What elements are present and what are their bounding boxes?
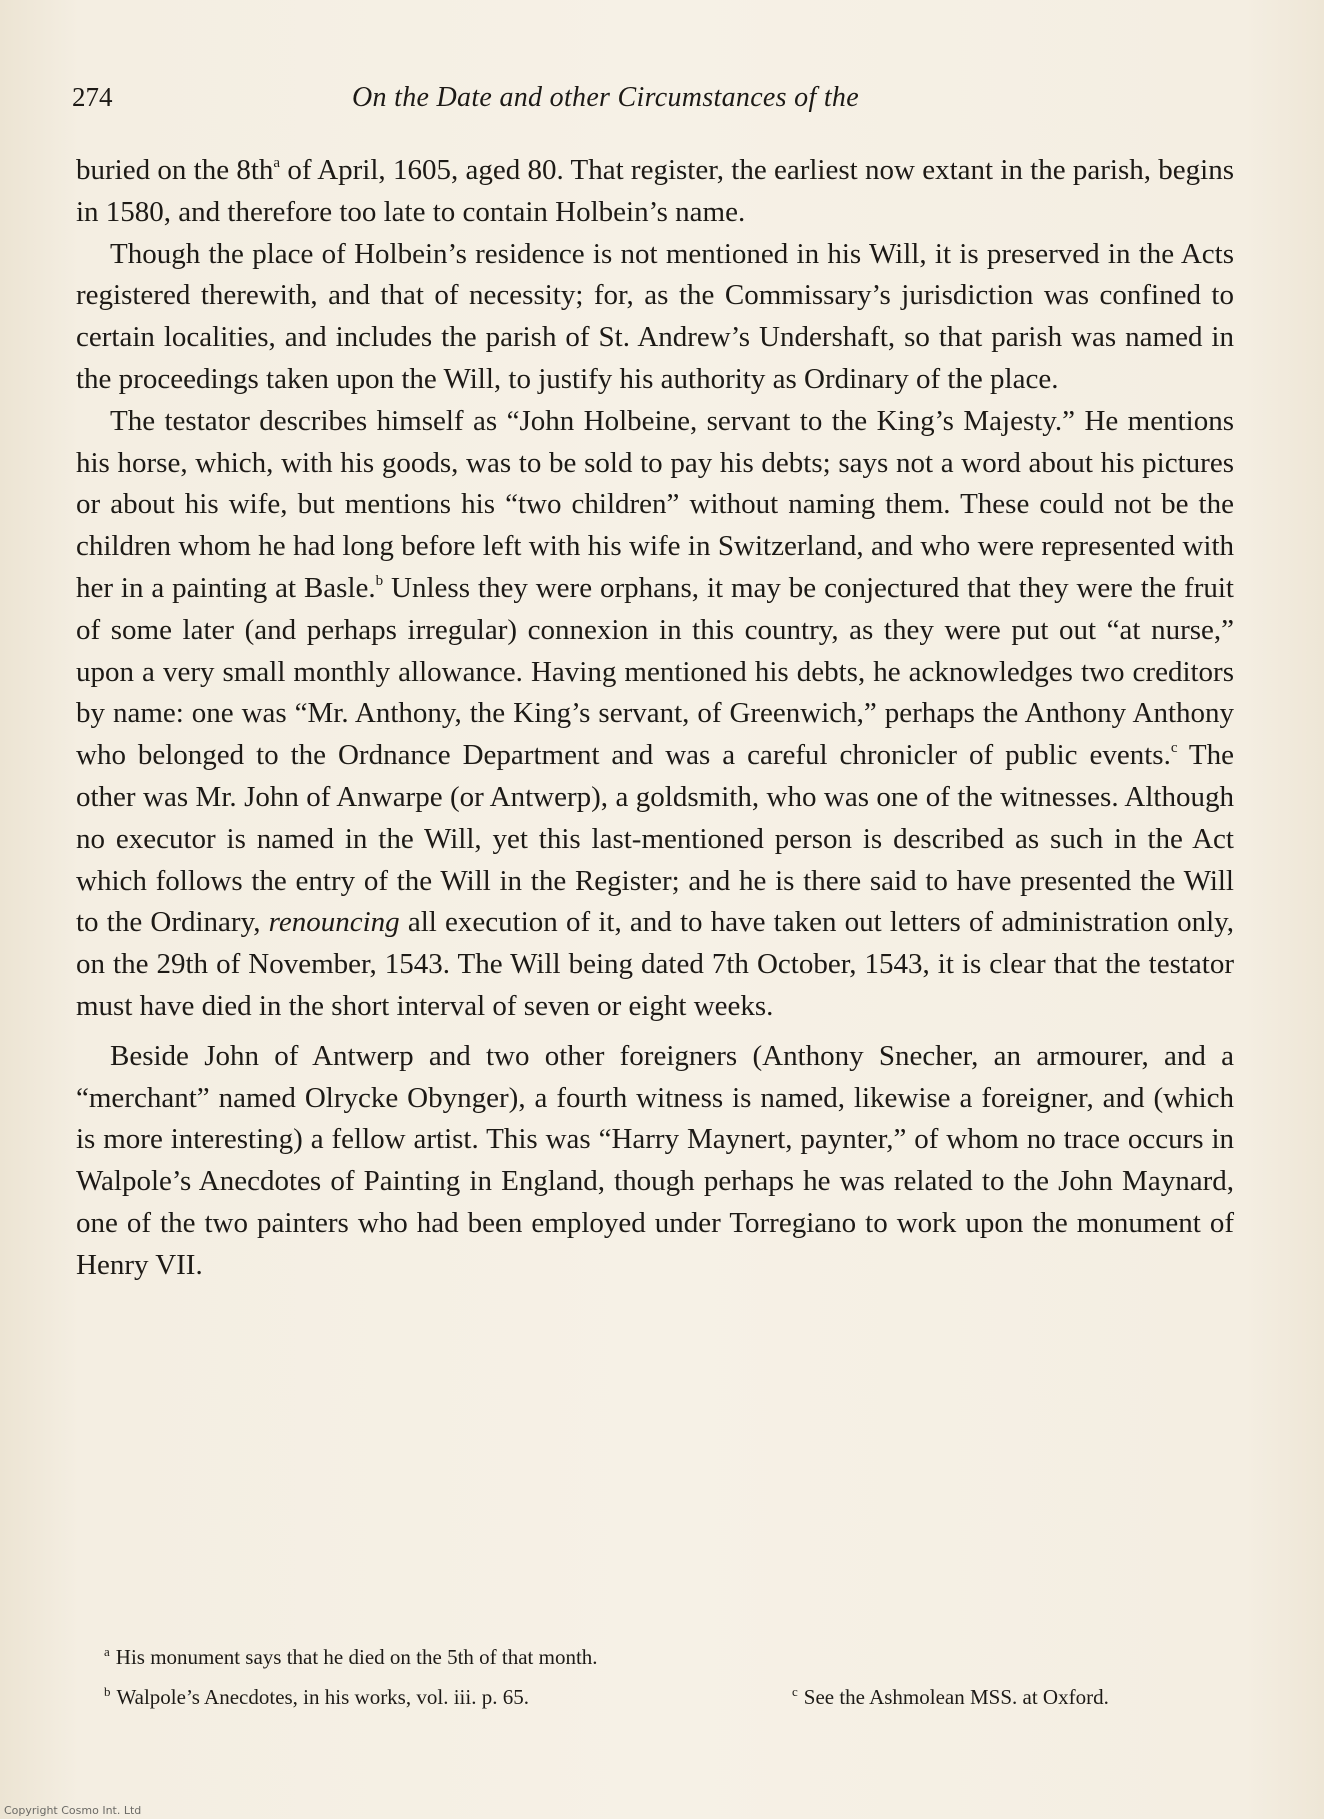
copyright-watermark: Copyright Cosmo Int. Ltd (4, 1804, 142, 1817)
footnote-text-b: Walpole’s Anecdotes, in his works, vol. iii. p. 65. (116, 1685, 529, 1709)
footnote-mark-a: a (104, 1644, 110, 1659)
page-header (72, 82, 1232, 122)
paragraph-4: Beside John of Antwerp and two other foreigners (Anthony Snecher, an armourer, and a “merchant” named Olrycke Obynger), a fourth witness is named, likewise a foreigner, and (which is more interesting) a fellow artist. This was “Harry Maynert, paynter,” of whom no trace occurs in Walpole’s Anecdotes of Painting in England, though perhaps he was related to the John Maynard, one of the two painters who had been employed under Torregiano to work upon the monument of Henry VII. (76, 1039, 1234, 1281)
body-text (76, 150, 1234, 1287)
italic-word: renouncing (268, 906, 400, 939)
footnote-ref-c: c (1170, 740, 1178, 757)
page-number: 274 (72, 82, 113, 112)
paragraph-3-text-a: The testator describes himself as “John Holbeine, servant to the King’s Majesty.” He mentions his horse, which, with his goods, was to be sold to pay his debts; says not a word about his pictures or about his wife, but mentions his “two children” without naming them. These could not be the children whom he had long before left with his wife in Switzerland, and who were represented with her in a painting at Basle. (76, 404, 1234, 604)
paragraph-2: Though the place of Holbein’s residence is not mentioned in his Will, it is preserved in the Acts registered therewith, and that of necessity; for, as the Commissary’s jurisdiction was confined to certain localities, and includes the parish of St. Andrew’s Undershaft, so that parish was named in the proceedings taken upon the Will, to justify his authority as Ordinary of the place. (76, 237, 1234, 395)
footnote-ref-b: b (375, 572, 384, 589)
footnote-line-bc (104, 1672, 1234, 1712)
footnote-text-c: See the Ashmolean MSS. at Oxford. (803, 1685, 1109, 1709)
footnote-ref-a: a (273, 155, 281, 171)
paragraph-3-text-d: all execution of it, and to have taken out letters of administration only, on the 29th of November, 1543. The Will being dated 7th October, 1543, it is clear that the testator must have died in the short interval of seven or eight weeks. (76, 906, 1234, 1022)
running-title: On the Date and other Circumstances of the (352, 82, 859, 113)
paragraph-3-text-b: Unless they were orphans, it may be conjectured that they were the fruit of some later (and perhaps irregular) connexion in this country, as they were put out “at nurse,” upon a very small monthly allowance. Having mentioned his debts, he acknowledges two creditors by name: one was “Mr. Anthony, the King’s servant, of Greenwich,” perhaps the Anthony Anthony who belonged to the Ordnance Department and was a careful chronicler of public events. (76, 571, 1234, 772)
footnote-c (792, 1672, 1109, 1717)
footnote-mark-c: c (792, 1684, 798, 1699)
paragraph-1-text-a: buried on the 8th (76, 154, 274, 186)
footnote-text-a: His monument says that he died on the 5th of that month. (115, 1645, 598, 1669)
paragraph-1 (76, 150, 1234, 234)
footnote-b (104, 1685, 529, 1709)
footnotes (104, 1632, 1234, 1712)
paragraph-3-text-c: The other was Mr. John of Anwarpe (or Antwerp), a goldsmith, who was one of the witnesses. Although no executor is named in the Will, yet this last-mentioned person is described as such in the Act which follows the entry of the Will in the Register; and he is there said to have presented the Will to the Ordinary, (76, 739, 1234, 939)
footnote-a (104, 1632, 1234, 1672)
footnote-mark-b: b (104, 1684, 111, 1699)
paragraph-3 (76, 401, 1234, 1028)
paragraph-1-text-b: of April, 1605, aged 80. That register, the earliest now extant in the parish, begins in 1580, and therefore too late to contain Holbein’s name. (76, 154, 1234, 228)
